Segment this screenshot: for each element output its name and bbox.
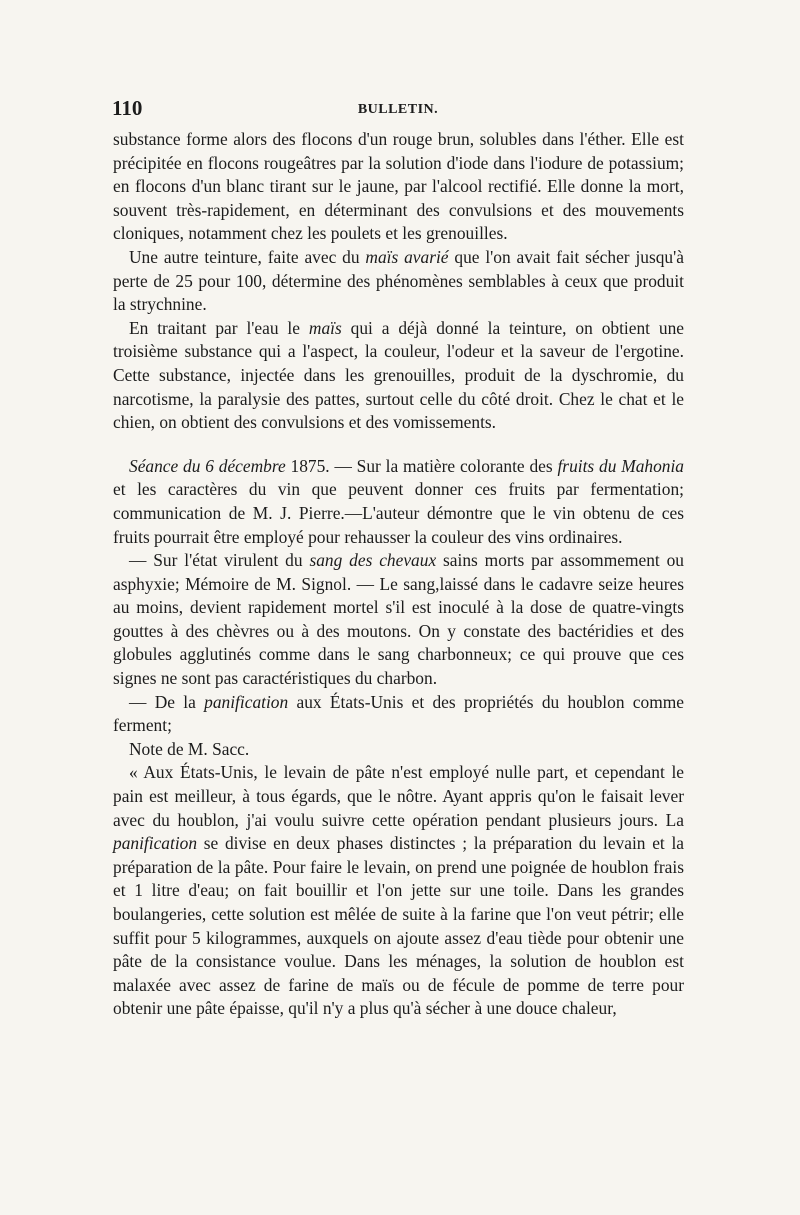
paragraph-seance: Séance du 6 décembre 1875. — Sur la matière colorante des fruits du Mahonia et les caractères du vin que peuvent donner ces fruits par fermentation; communication de M. J. Pierre.—L'auteur démontre que le vin obtenu de ces fruits pourrait être employé pour rehausser la couleur des vins ordinaires. [113, 455, 685, 547]
emphasis-mais-avarie: maïs avarié [365, 246, 449, 267]
paragraph-note-author: Note de M. Sacc. [129, 738, 250, 759]
emphasis-fruits-mahonia: fruits du Mahonia [557, 455, 685, 476]
paragraph-mais-avarie: Une autre teinture, faite avec du maïs avarié que l'on avait fait sécher jusqu'à perte de 25 pour 100, détermine des phénomènes semblables à ceux que produit la strychnine. [113, 246, 684, 315]
emphasis-panification: panification [204, 691, 289, 712]
body-text [113, 128, 684, 1021]
emphasis-mais: maïs [308, 317, 342, 338]
page-header [112, 96, 684, 126]
emphasis-seance-date: Séance du 6 décembre [129, 455, 286, 476]
paragraph-etats-unis: « Aux États-Unis, le levain de pâte n'est employé nulle part, et cependant le pain est meilleur, à tous égards, que le nôtre. Ayant appris qu'on le faisait lever avec du houblon, j'ai voulu suivre cette opération pendant plusieurs jours. La panification se divise en deux phases distinctes ; la préparation du levain et la préparation de la pâte. Pour faire le levain, on prend une poignée de houblon frais et 1 litre d'eau; on fait bouillir et l'on jette sur une toile. Dans les grandes boulangeries, cette solution est mêlée de suite à la farine que l'on veut pétrir; elle suffit pour 5 kilogrammes, auxquels on ajoute assez d'eau tiède pour obtenir une pâte de la consistance voulue. Dans les ménages, la solution de houblon est malaxée avec assez de farine de maïs ou de fécule de pomme de terre pour obtenir une pâte épaisse, qu'il n'y a plus qu'à sécher à une douce chaleur, [113, 762, 684, 1019]
paragraph-ergotine: En traitant par l'eau le maïs qui a déjà donné la teinture, on obtient une troisième substance qui a l'aspect, la couleur, l'odeur et la saveur de l'ergotine. Cette substance, injectée dans les grenouilles, produit de la dyschromie, du narcotisme, la paralysie des pattes, surtout celle du côté droit. Chez le chat et le chien, on obtient des convulsions et des vomissements. [113, 317, 684, 433]
emphasis-sang-chevaux: sang des chevaux [309, 550, 437, 571]
paragraph-sang-chevaux: — Sur l'état virulent du sang des chevaux sains morts par assommement ou asphyxie; Mémoire de M. Signol. — Le sang,laissé dans le cadavre seize heures au moins, devient rapidement mortel s'il est inoculé à la dose de quatre-vingts gouttes à des chèvres ou à des moutons. On y constate des bactéridies et des globules agglutinés comme dans le sang charbonneux; ce qui prouve que ces signes ne sont pas caractéristiques du charbon. [113, 550, 684, 689]
paragraph-continuation: substance forme alors des flocons d'un rouge brun, solubles dans l'éther. Elle est précipitée en flocons rougeâtres par la solution d'iode dans l'iodure de potassium; en flocons d'un blanc tirant sur le jaune, par l'alcool rectifié. Elle donne la mort, souvent très-rapidement, en déterminant des convulsions et des mouvements cloniques, notamment chez les poulets et les grenouilles. [113, 129, 684, 244]
running-title: BULLETIN. [357, 102, 439, 117]
emphasis-panification-2: panification [113, 833, 198, 854]
page-number: 110 [112, 96, 143, 120]
paragraph-panification-title: — De la panification aux États-Unis et des propriétés du houblon comme ferment; [113, 691, 684, 736]
